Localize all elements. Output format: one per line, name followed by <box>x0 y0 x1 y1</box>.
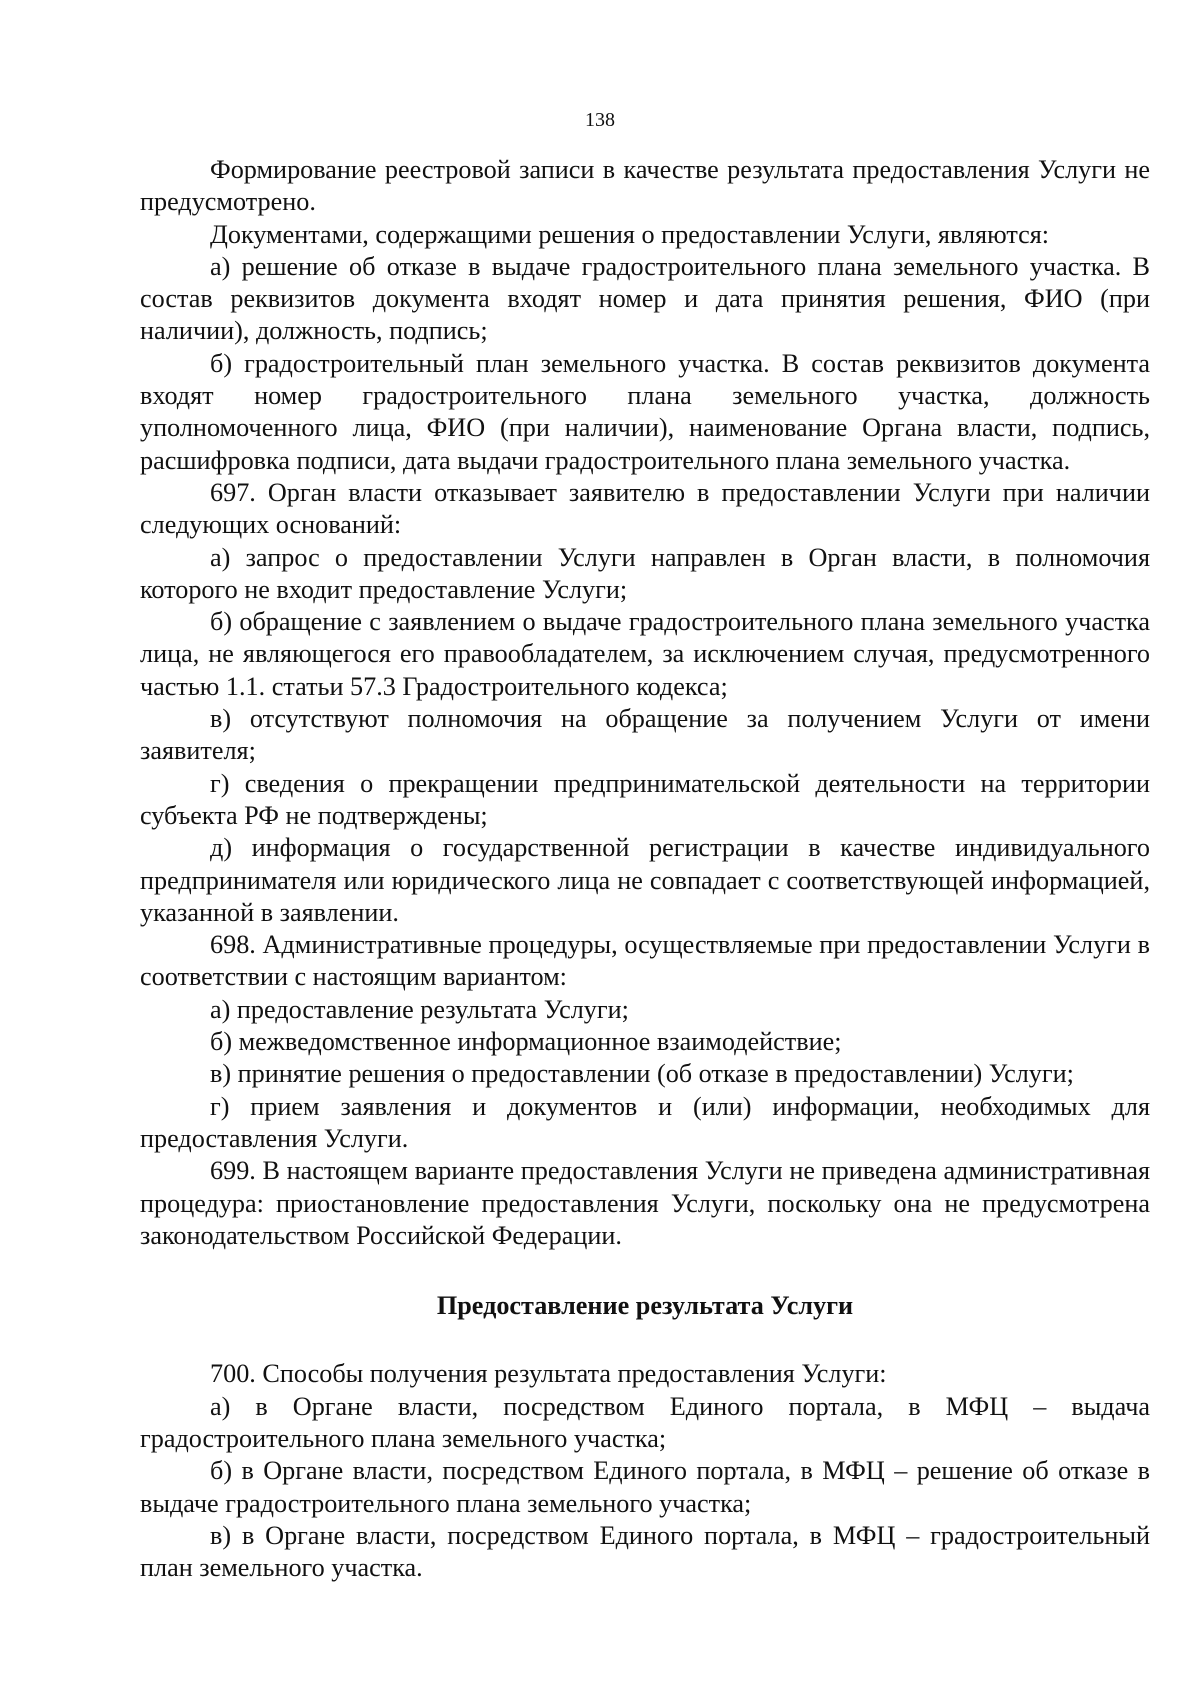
paragraph-result-method-b: б) в Органе власти, посредством Единого портала, в МФЦ – решение об отказе в выдаче градостроительного плана земельного участка; <box>140 1456 1150 1518</box>
paragraph-refusal-ground-b: б) обращение с заявлением о выдаче градостроительного плана земельного участка лица, не являющегося его правообладателем, за исключением случая, предусмотренного частью 1.1. статьи 57.3 Градостроительного кодекса; <box>140 607 1150 701</box>
section-heading: Предоставление результата Услуги <box>436 1291 854 1321</box>
paragraph-procedure-b: б) межведомственное информационное взаимодействие; <box>210 1027 842 1057</box>
paragraph-registry-record: Формирование реестровой записи в качестве результата предоставления Услуги не предусмотрено. <box>140 155 1150 217</box>
paragraph-decision-documents: Документами, содержащими решения о предоставлении Услуги, являются: <box>210 219 1050 249</box>
paragraph-procedure-a: а) предоставление результата Услуги; <box>210 994 629 1024</box>
paragraph-refusal-ground-v: в) отсутствуют полномочия на обращение за получением Услуги от имени заявителя; <box>140 704 1150 766</box>
paragraph-refusal-ground-d: д) информация о государственной регистрации в качестве индивидуального предпринимателя или юридического лица не совпадает с соответствующей информацией, указанной в заявлении. <box>140 833 1150 927</box>
paragraph-refusal-ground-g: г) сведения о прекращении предпринимательской деятельности на территории субъекта РФ не подтверждены; <box>140 768 1150 830</box>
document-body <box>140 154 1150 1584</box>
paragraph-result-method-v: в) в Органе власти, посредством Единого портала, в МФЦ – градостроительный план земельного участка. <box>140 1520 1150 1583</box>
paragraph-procedure-g: г) прием заявления и документов и (или) информации, необходимых для предоставления Услуги. <box>140 1091 1150 1153</box>
paragraph-refusal-ground-a: а) запрос о предоставлении Услуги направлен в Орган власти, в полномочия которого не входит предоставление Услуги; <box>140 542 1150 604</box>
paragraph-refusal-decision: а) решение об отказе в выдаче градостроительного плана земельного участка. В состав реквизитов документа входят номер и дата принятия решения, ФИО (при наличии), должность, подпись; <box>140 251 1150 346</box>
paragraph-procedure-v: в) принятие решения о предоставлении (об отказе в предоставлении) Услуги; <box>210 1059 1074 1089</box>
paragraph-urban-plan: б) градостроительный план земельного участка. В состав реквизитов документа входят номер градостроительного плана земельного участка, должность уполномоченного лица, ФИО (при наличии), наименование Органа власти, подпись, расшифровка подписи, дата выдачи градостроительного плана земельного участка. <box>140 348 1150 475</box>
paragraph-698: 698. Административные процедуры, осуществляемые при предоставлении Услуги в соответствии с настоящим вариантом: <box>140 930 1150 992</box>
paragraph-result-method-a: а) в Органе власти, посредством Единого портала, в МФЦ – выдача градостроительного плана земельного участка; <box>140 1391 1150 1453</box>
page-number: 138 <box>585 109 615 131</box>
paragraph-700: 700. Способы получения результата предоставления Услуги: <box>210 1359 887 1389</box>
paragraph-697: 697. Орган власти отказывает заявителю в предоставлении Услуги при наличии следующих оснований: <box>140 477 1150 540</box>
paragraph-699: 699. В настоящем варианте предоставления Услуги не приведена административная процедура: приостановление предоставления Услуги, поскольку она не предусмотрена законодательством Российской Федерации. <box>140 1156 1150 1250</box>
